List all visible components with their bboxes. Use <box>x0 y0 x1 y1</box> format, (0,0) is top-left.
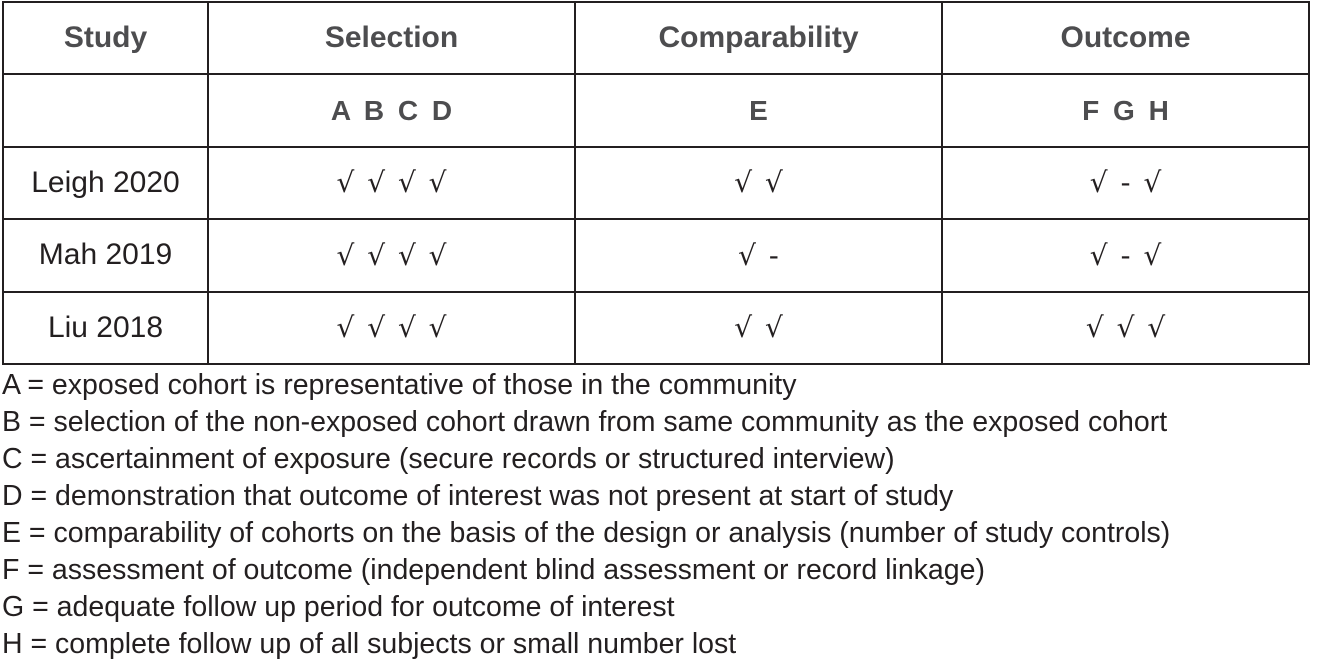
subheader-comparability: E <box>575 74 942 146</box>
header-row <box>3 2 1309 74</box>
subheader-row <box>3 74 1309 146</box>
legend-item: D = demonstration that outcome of interest was not present at start of study <box>2 480 954 512</box>
comparability-score-cell: √ - <box>575 219 942 291</box>
selection-score-cell: √ √ √ √ <box>208 147 575 219</box>
legend-item: G = adequate follow up period for outcome of interest <box>2 591 675 623</box>
quality-assessment-table <box>2 1 1310 365</box>
header-comparability: Comparability <box>575 2 942 74</box>
selection-score-cell: √ √ √ √ <box>208 219 575 291</box>
legend-item: H = complete follow up of all subjects or small number lost <box>2 628 737 660</box>
study-name-cell: Leigh 2020 <box>3 147 208 219</box>
comparability-score-cell: √ √ <box>575 292 942 364</box>
subheader-outcome: F G H <box>942 74 1309 146</box>
subheader-study <box>3 74 208 146</box>
outcome-score-cell: √ √ √ <box>942 292 1309 364</box>
outcome-score-cell: √ - √ <box>942 147 1309 219</box>
header-selection: Selection <box>208 2 575 74</box>
study-name-cell: Mah 2019 <box>3 219 208 291</box>
criteria-legend <box>2 367 1170 663</box>
study-name-cell: Liu 2018 <box>3 292 208 364</box>
selection-score-cell: √ √ √ √ <box>208 292 575 364</box>
table-row <box>3 147 1309 219</box>
legend-item: C = ascertainment of exposure (secure records or structured interview) <box>2 443 895 475</box>
legend-item: E = comparability of cohorts on the basis of the design or analysis (number of study controls) <box>2 517 1171 549</box>
header-study: Study <box>3 2 208 74</box>
outcome-score-cell: √ - √ <box>942 219 1309 291</box>
table-row <box>3 219 1309 291</box>
comparability-score-cell: √ √ <box>575 147 942 219</box>
legend-item: B = selection of the non-exposed cohort drawn from same community as the exposed cohort <box>2 406 1168 438</box>
legend-item: F = assessment of outcome (independent blind assessment or record linkage) <box>2 554 985 586</box>
subheader-selection: A B C D <box>208 74 575 146</box>
legend-item: A = exposed cohort is representative of those in the community <box>2 369 797 401</box>
table-row <box>3 292 1309 364</box>
header-outcome: Outcome <box>942 2 1309 74</box>
